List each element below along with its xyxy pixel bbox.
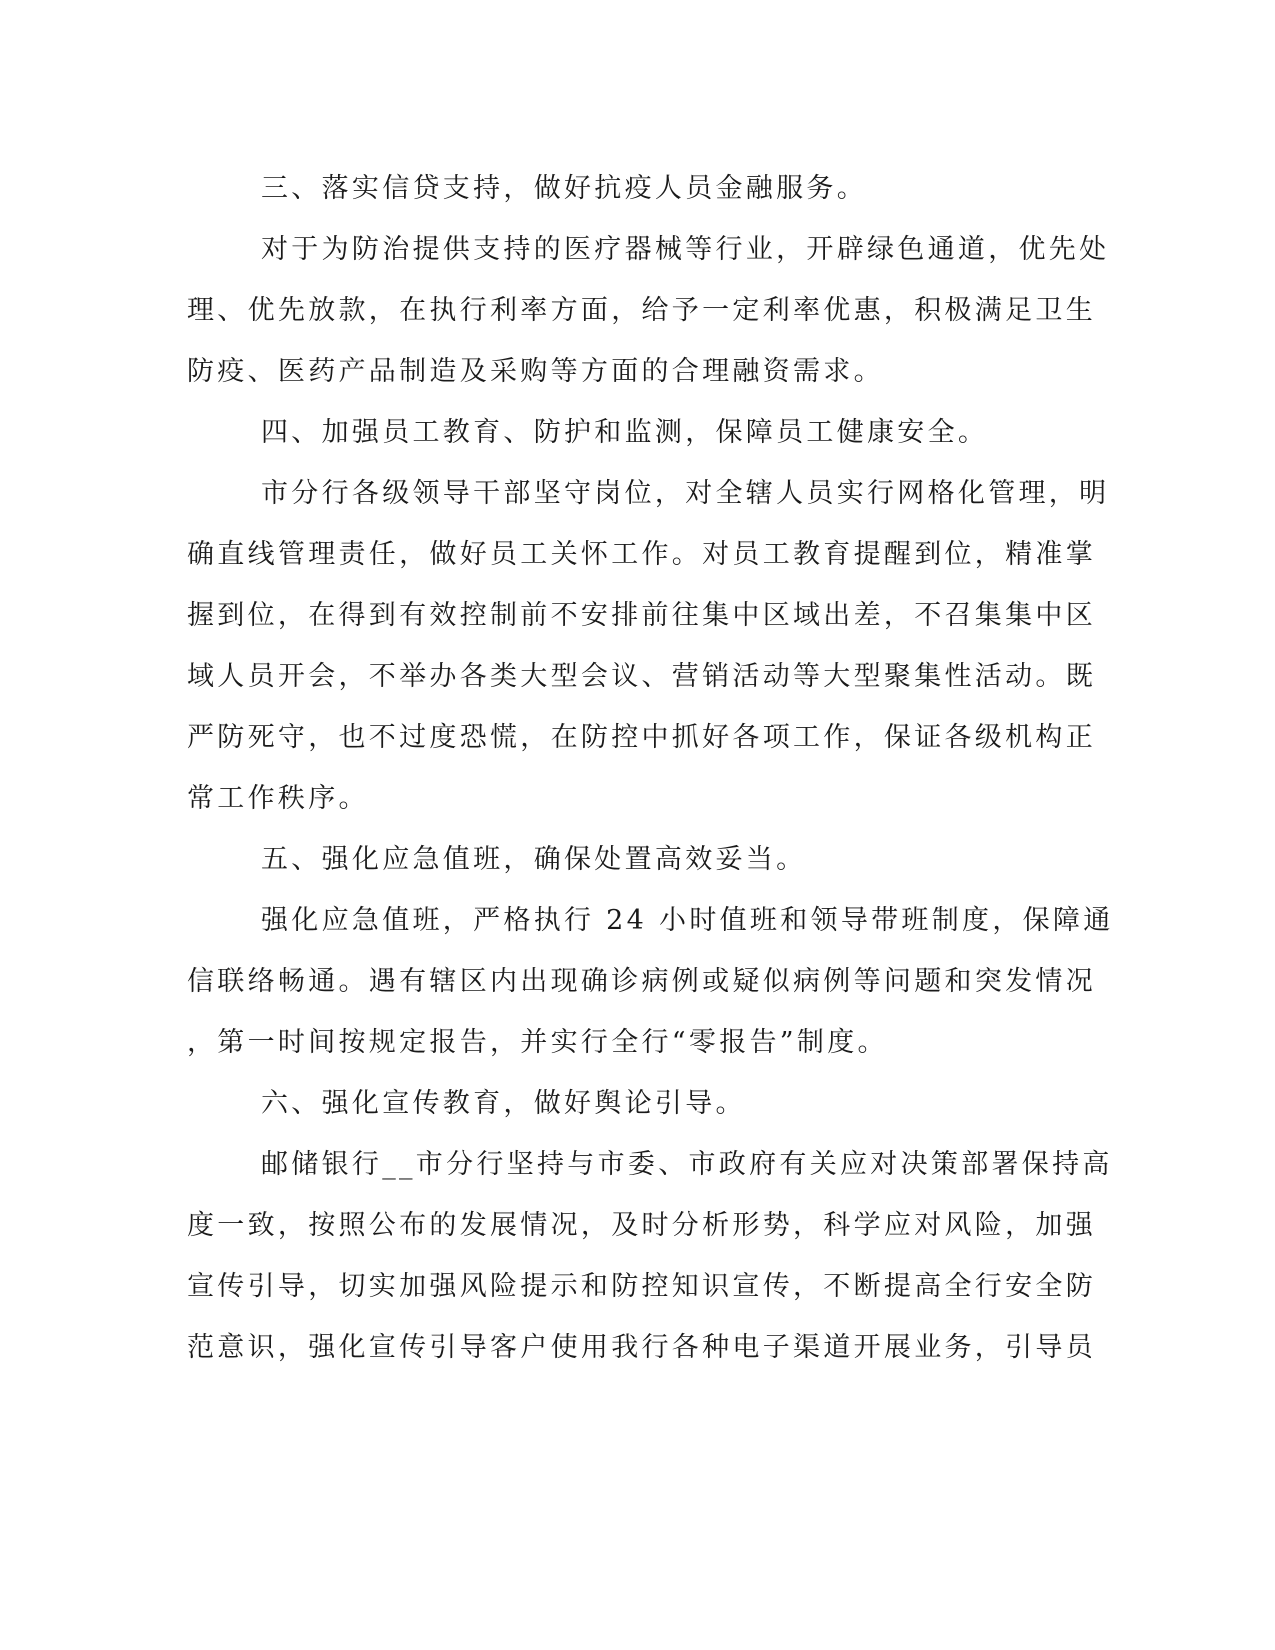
paragraph-line: 范意识，强化宣传引导客户使用我行各种电子渠道开展业务，引导员 bbox=[187, 1332, 1096, 1363]
heading-section-4: 四、加强员工教育、防护和监测，保障员工健康安全。 bbox=[261, 417, 989, 448]
paragraph-line: 信联络畅通。遇有辖区内出现确诊病例或疑似病例等问题和突发情况 bbox=[187, 966, 1096, 997]
paragraph-line: 邮储银行__市分行坚持与市委、市政府有关应对决策部署保持高 bbox=[261, 1149, 1113, 1180]
paragraph-line: 强化应急值班，严格执行 24 小时值班和领导带班制度，保障通 bbox=[261, 905, 1114, 936]
paragraph-line: 理、优先放款，在执行利率方面，给予一定利率优惠，积极满足卫生 bbox=[187, 295, 1096, 326]
paragraph-line: 确直线管理责任，做好员工关怀工作。对员工教育提醒到位，精准掌 bbox=[187, 539, 1096, 570]
heading-section-3: 三、落实信贷支持，做好抗疫人员金融服务。 bbox=[261, 173, 867, 204]
paragraph-line: 度一致，按照公布的发展情况，及时分析形势，科学应对风险，加强 bbox=[187, 1210, 1096, 1241]
paragraph-line: 域人员开会，不举办各类大型会议、营销活动等大型聚集性活动。既 bbox=[187, 661, 1096, 692]
paragraph-line: 市分行各级领导干部坚守岗位，对全辖人员实行网格化管理，明 bbox=[261, 478, 1110, 509]
paragraph-line: 对于为防治提供支持的医疗器械等行业，开辟绿色通道，优先处 bbox=[261, 234, 1110, 265]
paragraph-line: ，第一时间按规定报告，并实行全行“零报告”制度。 bbox=[187, 1027, 888, 1058]
heading-section-5: 五、强化应急值班，确保处置高效妥当。 bbox=[261, 844, 807, 875]
paragraph-line: 宣传引导，切实加强风险提示和防控知识宣传，不断提高全行安全防 bbox=[187, 1271, 1096, 1302]
paragraph-line: 严防死守，也不过度恐慌，在防控中抓好各项工作，保证各级机构正 bbox=[187, 722, 1096, 753]
paragraph-line: 常工作秩序。 bbox=[187, 783, 369, 814]
document-body bbox=[187, 158, 1114, 1378]
paragraph-line: 防疫、医药产品制造及采购等方面的合理融资需求。 bbox=[187, 356, 884, 387]
paragraph-line: 握到位，在得到有效控制前不安排前往集中区域出差，不召集集中区 bbox=[187, 600, 1096, 631]
heading-section-6: 六、强化宣传教育，做好舆论引导。 bbox=[261, 1088, 746, 1119]
